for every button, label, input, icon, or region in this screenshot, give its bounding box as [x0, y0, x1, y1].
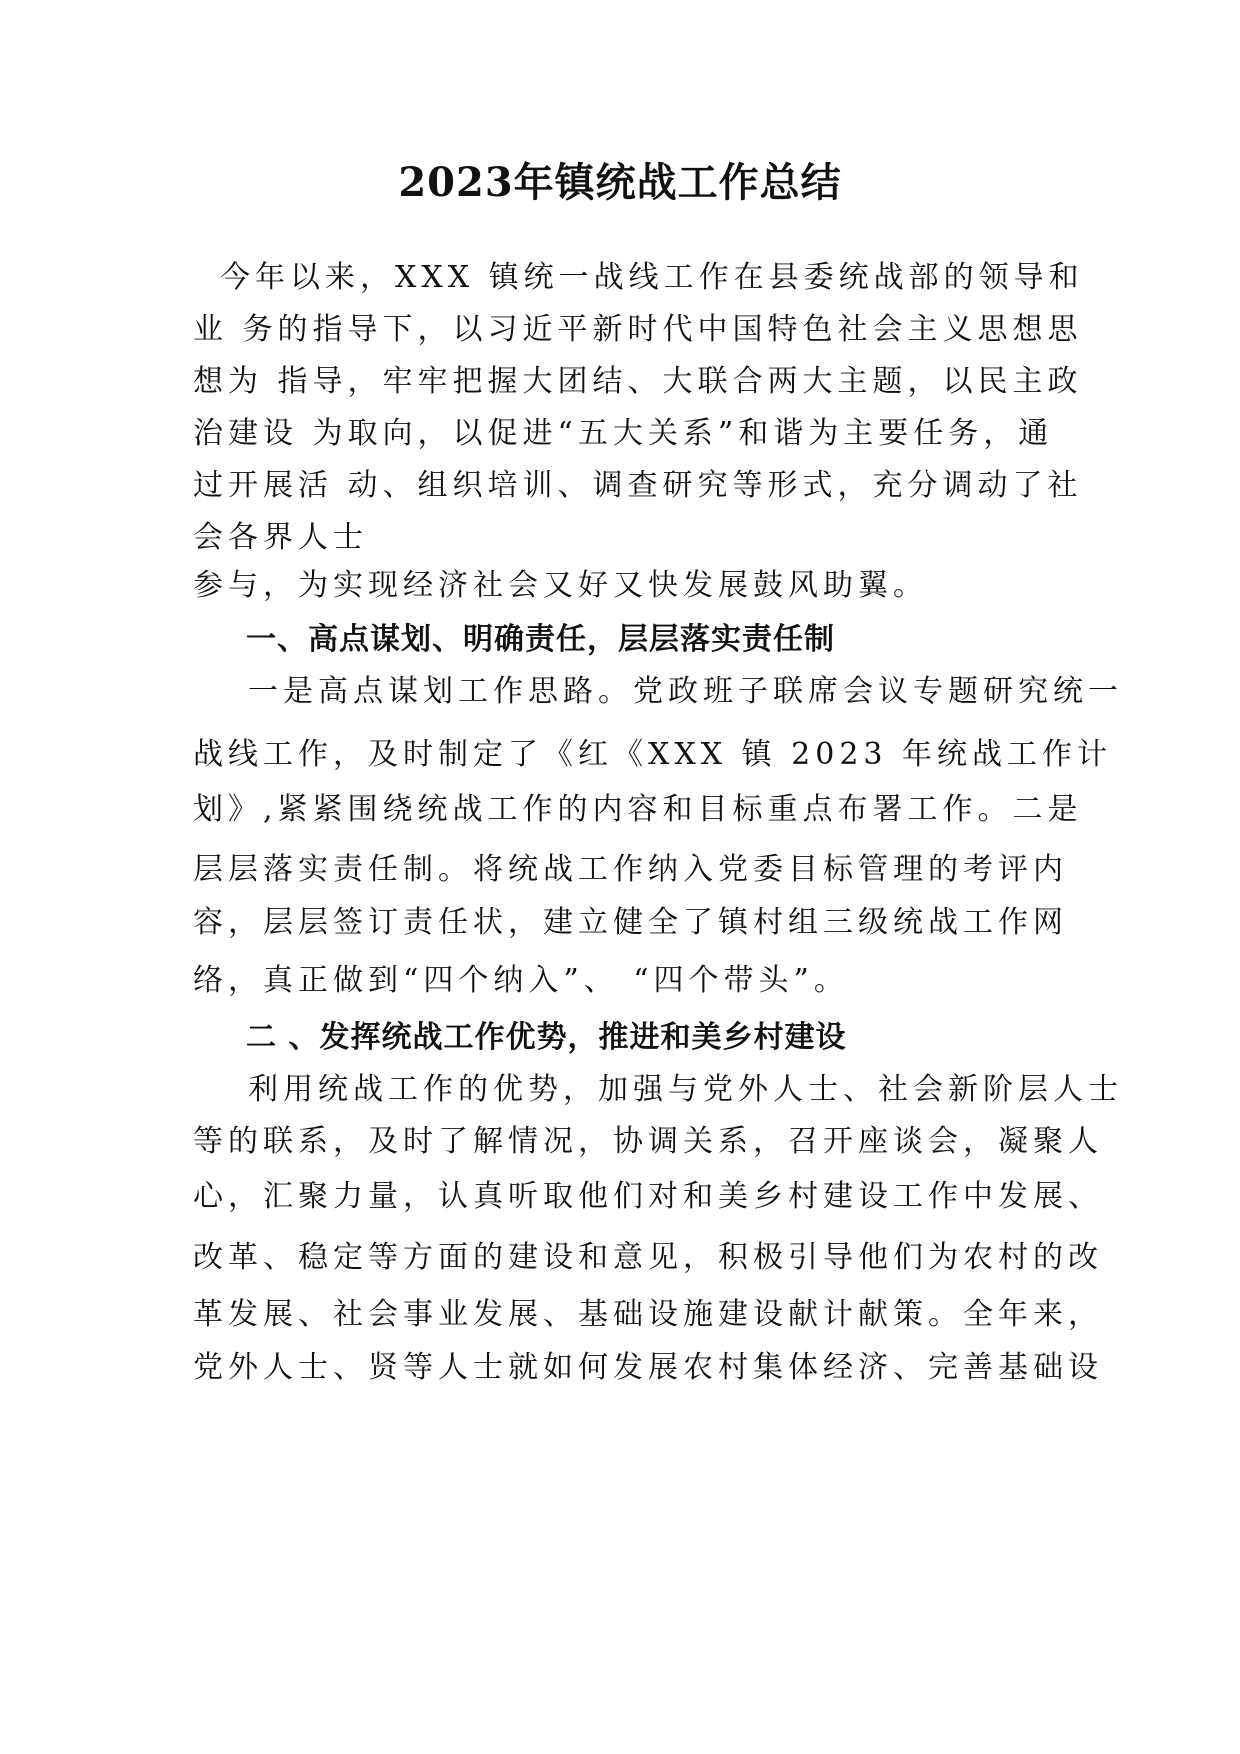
intro-line-7: 参与，为实现经济社会又好又快发展鼓风助翼。 — [193, 568, 928, 603]
section-2-line-3: 心，汇聚力量，认真听取他们对和美乡村建设工作中发展、 — [193, 1179, 1103, 1214]
intro-line-2: 业 务的指导下，以习近平新时代中国特色社会主义思想思 — [193, 312, 1083, 347]
section-1-line-4: 层层落实责任制。将统战工作纳入党委目标管理的考评内 — [193, 852, 1068, 887]
section-1-line-3: 划》,紧紧围绕统战工作的内容和目标重点布署工作。二是 — [193, 792, 1083, 827]
section-1-line-5: 容，层层签订责任状，建立健全了镇村组三级统战工作网 — [193, 905, 1068, 940]
intro-line-3: 想为 指导，牢牢把握大团结、大联合两大主题，以民主政 — [193, 364, 1083, 399]
section-2-line-6: 党外人士、贤等人士就如何发展农村集体经济、完善基础设 — [193, 1350, 1103, 1385]
section-2-line-4: 改革、稳定等方面的建设和意见，积极引导他们为农村的改 — [193, 1240, 1103, 1275]
intro-line-6: 会各界人士 — [193, 520, 368, 555]
section-1-line-2: 战线工作，及时制定了《红《XXX 镇 2023 年统战工作计 — [193, 737, 1113, 772]
section-1-heading: 一、高点谋划、明确责任，层层落实责任制 — [246, 622, 835, 657]
section-2-heading: 二 、发挥统战工作优势，推进和美乡村建设 — [246, 1020, 847, 1055]
section-1-line-6: 络，真正做到“四个纳入”、 “四个带头”。 — [193, 963, 849, 998]
section-2-line-2: 等的联系，及时了解情况，协调关系，召开座谈会，凝聚人 — [193, 1124, 1103, 1159]
section-2-line-5: 革发展、社会事业发展、基础设施建设献计献策。全年来， — [193, 1297, 1103, 1332]
intro-line-4: 治建设 为取向，以促进“五大关系”和谐为主要任务，通 — [193, 416, 1054, 451]
intro-line-1: 今年以来，XXX 镇统一战线工作在县委统战部的领导和 — [220, 260, 1084, 295]
section-2-line-1: 利用统战工作的优势，加强与党外人士、社会新阶层人士 — [248, 1072, 1123, 1107]
document-title: 2023年镇统战工作总结 — [398, 159, 842, 206]
intro-line-5: 过开展活 动、组织培训、调查研究等形式，充分调动了社 — [193, 468, 1083, 503]
section-1-line-1: 一是高点谋划工作思路。党政班子联席会议专题研究统一 — [248, 674, 1123, 709]
